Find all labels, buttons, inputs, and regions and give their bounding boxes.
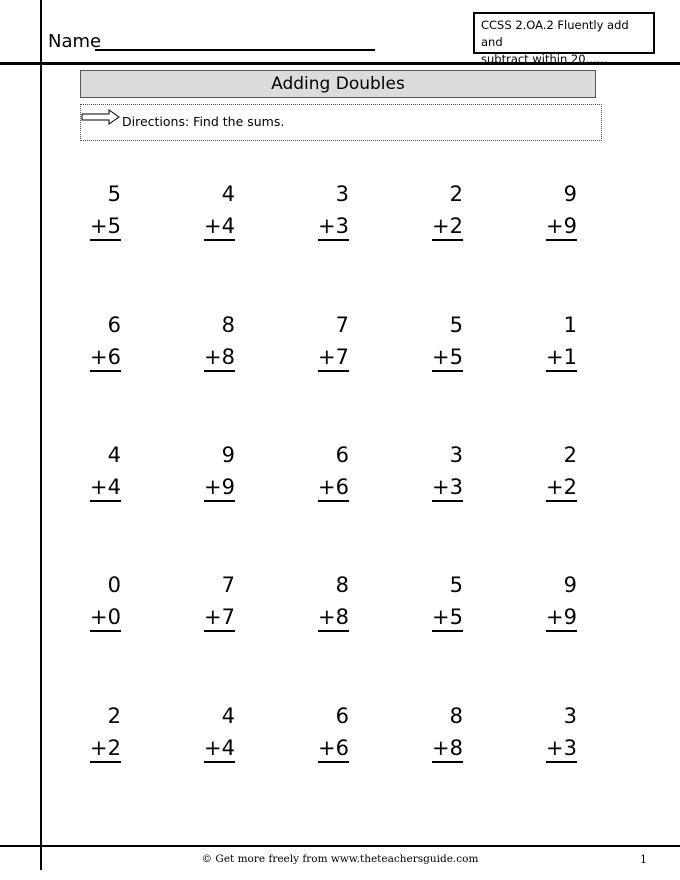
margin-line bbox=[40, 0, 42, 870]
math-problem bbox=[309, 439, 349, 503]
addend-bottom: +5 bbox=[432, 604, 463, 632]
footer-text: © Get more freely from www.theteachersguide.com bbox=[201, 853, 479, 865]
addend-top: 4 bbox=[221, 182, 235, 206]
addend-top: 3 bbox=[335, 182, 349, 206]
addend-bottom: +1 bbox=[546, 344, 577, 372]
math-problem bbox=[423, 178, 463, 242]
math-problem bbox=[81, 439, 121, 503]
math-problem bbox=[309, 309, 349, 373]
addend-top: 2 bbox=[563, 443, 577, 467]
addend-bottom: +2 bbox=[90, 735, 121, 763]
addend-top: 2 bbox=[449, 182, 463, 206]
addend-top: 7 bbox=[335, 313, 349, 337]
addend-top: 1 bbox=[563, 313, 577, 337]
addend-top: 6 bbox=[335, 704, 349, 728]
worksheet-title: Adding Doubles bbox=[80, 70, 596, 98]
math-problem bbox=[195, 569, 235, 633]
addend-top: 6 bbox=[107, 313, 121, 337]
addend-top: 6 bbox=[335, 443, 349, 467]
math-problem bbox=[537, 178, 577, 242]
addend-top: 3 bbox=[449, 443, 463, 467]
math-problem bbox=[423, 569, 463, 633]
name-label: Name bbox=[48, 31, 102, 52]
directions-text: Directions: Find the sums. bbox=[122, 114, 285, 129]
addend-bottom: +0 bbox=[90, 604, 121, 632]
addend-top: 4 bbox=[107, 443, 121, 467]
addend-bottom: +4 bbox=[204, 735, 235, 763]
addend-bottom: +8 bbox=[318, 604, 349, 632]
addend-top: 9 bbox=[221, 443, 235, 467]
ccss-line-2: subtract within 20...... bbox=[481, 52, 608, 66]
math-problem bbox=[81, 309, 121, 373]
math-problem bbox=[81, 569, 121, 633]
addend-top: 2 bbox=[107, 704, 121, 728]
addend-bottom: +6 bbox=[318, 474, 349, 502]
addend-top: 3 bbox=[563, 704, 577, 728]
name-field[interactable] bbox=[95, 49, 375, 51]
addend-top: 8 bbox=[335, 573, 349, 597]
math-problem bbox=[309, 569, 349, 633]
page-number: 1 bbox=[640, 853, 647, 866]
addend-bottom: +2 bbox=[546, 474, 577, 502]
arrow-right-icon bbox=[81, 109, 121, 125]
math-problem bbox=[195, 700, 235, 764]
math-problem bbox=[537, 309, 577, 373]
math-problem bbox=[195, 309, 235, 373]
addend-bottom: +5 bbox=[90, 213, 121, 241]
math-problem bbox=[309, 700, 349, 764]
addend-top: 4 bbox=[221, 704, 235, 728]
addend-top: 5 bbox=[449, 313, 463, 337]
addend-bottom: +9 bbox=[546, 213, 577, 241]
ccss-standard-box bbox=[473, 12, 655, 66]
math-problem bbox=[195, 439, 235, 503]
math-problem bbox=[537, 439, 577, 503]
addend-top: 8 bbox=[449, 704, 463, 728]
addend-top: 5 bbox=[107, 182, 121, 206]
math-problem bbox=[423, 439, 463, 503]
addend-bottom: +3 bbox=[318, 213, 349, 241]
math-problem bbox=[81, 178, 121, 242]
addend-bottom: +6 bbox=[90, 344, 121, 372]
addend-bottom: +7 bbox=[204, 604, 235, 632]
math-problem bbox=[537, 569, 577, 633]
addend-top: 9 bbox=[563, 182, 577, 206]
addend-bottom: +4 bbox=[90, 474, 121, 502]
addend-bottom: +3 bbox=[546, 735, 577, 763]
ccss-line-1: CCSS 2.OA.2 Fluently add and bbox=[481, 18, 629, 49]
addend-bottom: +6 bbox=[318, 735, 349, 763]
addend-bottom: +7 bbox=[318, 344, 349, 372]
addend-bottom: +3 bbox=[432, 474, 463, 502]
addend-bottom: +8 bbox=[432, 735, 463, 763]
addend-bottom: +4 bbox=[204, 213, 235, 241]
math-problem bbox=[537, 700, 577, 764]
math-problem bbox=[81, 700, 121, 764]
math-problem bbox=[423, 309, 463, 373]
addend-bottom: +8 bbox=[204, 344, 235, 372]
addend-bottom: +9 bbox=[204, 474, 235, 502]
addend-bottom: +5 bbox=[432, 344, 463, 372]
addend-top: 8 bbox=[221, 313, 235, 337]
directions-box bbox=[80, 104, 602, 141]
addend-top: 0 bbox=[107, 573, 121, 597]
addend-top: 9 bbox=[563, 573, 577, 597]
math-problem bbox=[423, 700, 463, 764]
addend-bottom: +2 bbox=[432, 213, 463, 241]
addend-bottom: +9 bbox=[546, 604, 577, 632]
footer-divider bbox=[0, 845, 680, 847]
addend-top: 5 bbox=[449, 573, 463, 597]
math-problem bbox=[309, 178, 349, 242]
addend-top: 7 bbox=[221, 573, 235, 597]
math-problem bbox=[195, 178, 235, 242]
